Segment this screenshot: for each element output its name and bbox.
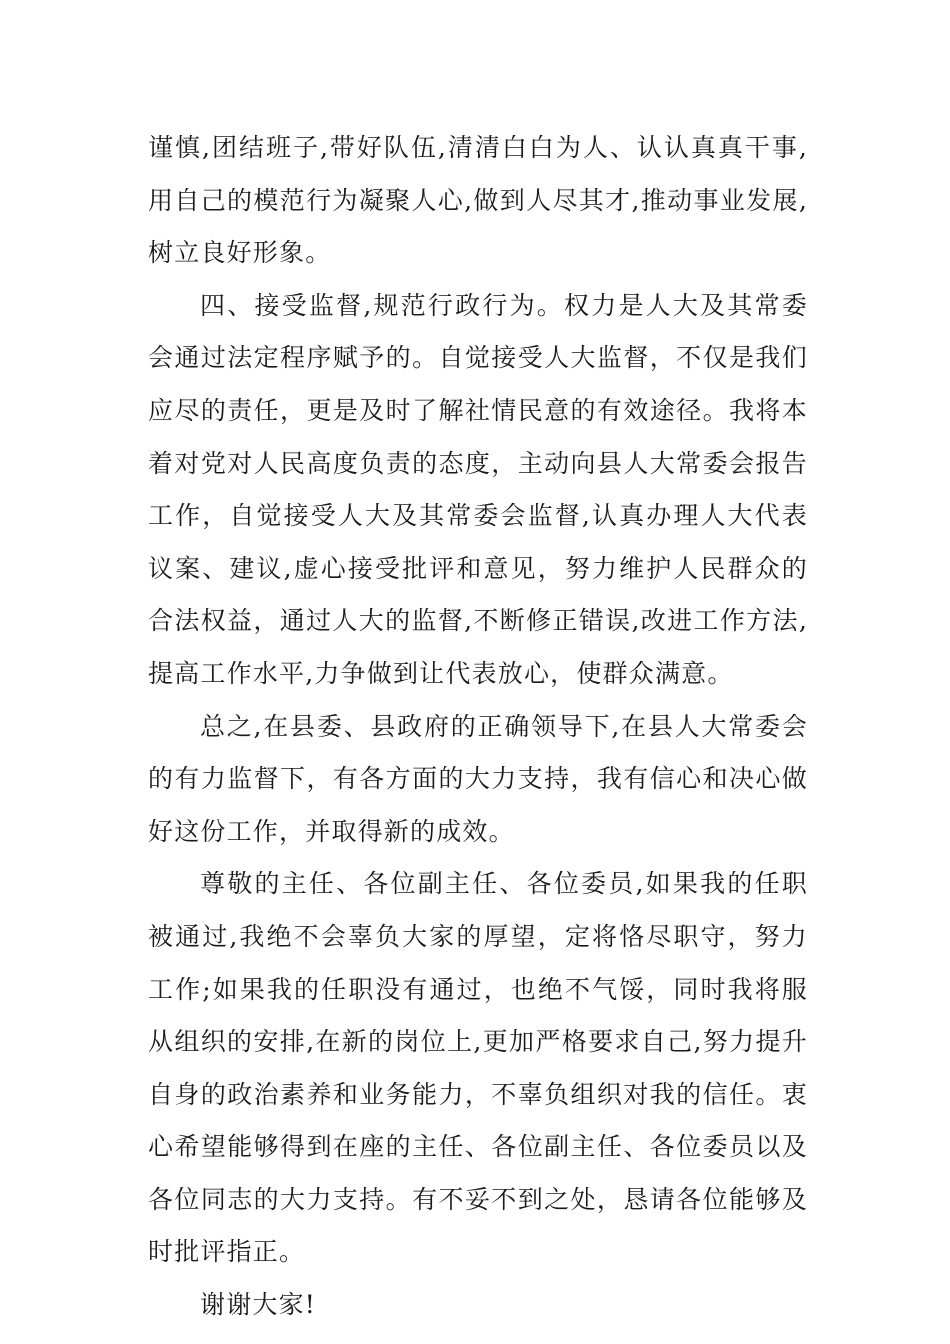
- paragraph-thanks: 谢谢大家!: [200, 1290, 317, 1320]
- paragraph-closing-pledge: 尊敬的主任、各位副主任、各位委员,如果我的任职被通过,我绝不会辜负大家的厚望，定将恪尽职守，努力工作;如果我的任职没有通过，也绝不气馁，同时我将服从组织的安排,在新的岗位上,更加严格要求自己,努力提升自身的政治素养和业务能力，不辜负组织对我的信任。衷心希望能够得到在座的主任、各位副主任、各位委员以及各位同志的大力支持。有不妥不到之处，恳请各位能够及时批评指正。: [148, 869, 808, 1267]
- paragraph-accept-supervision: 四、接受监督,规范行政行为。权力是人大及其常委会通过法定程序赋予的。自觉接受人大监督，不仅是我们应尽的责任，更是及时了解社情民意的有效途径。我将本着对党对人民高度负责的态度，主动向县人大常委会报告工作，自觉接受人大及其常委会监督,认真办理人大代表议案、建议,虚心接受批评和意见，努力维护人民群众的合法权益，通过人大的监督,不断修正错误,改进工作方法,提高工作水平,力争做到让代表放心，使群众满意。: [148, 290, 808, 688]
- body-text: [148, 122, 808, 1332]
- paragraph-continuation: 谨慎,团结班子,带好队伍,清清白白为人、认认真真干事,用自己的模范行为凝聚人心,做到人尽其才,推动事业发展,树立良好形象。: [148, 133, 808, 268]
- paragraph-summary: 总之,在县委、县政府的正确领导下,在县人大常委会的有力监督下，有各方面的大力支持，我有信心和决心做好这份工作，并取得新的成效。: [148, 711, 808, 846]
